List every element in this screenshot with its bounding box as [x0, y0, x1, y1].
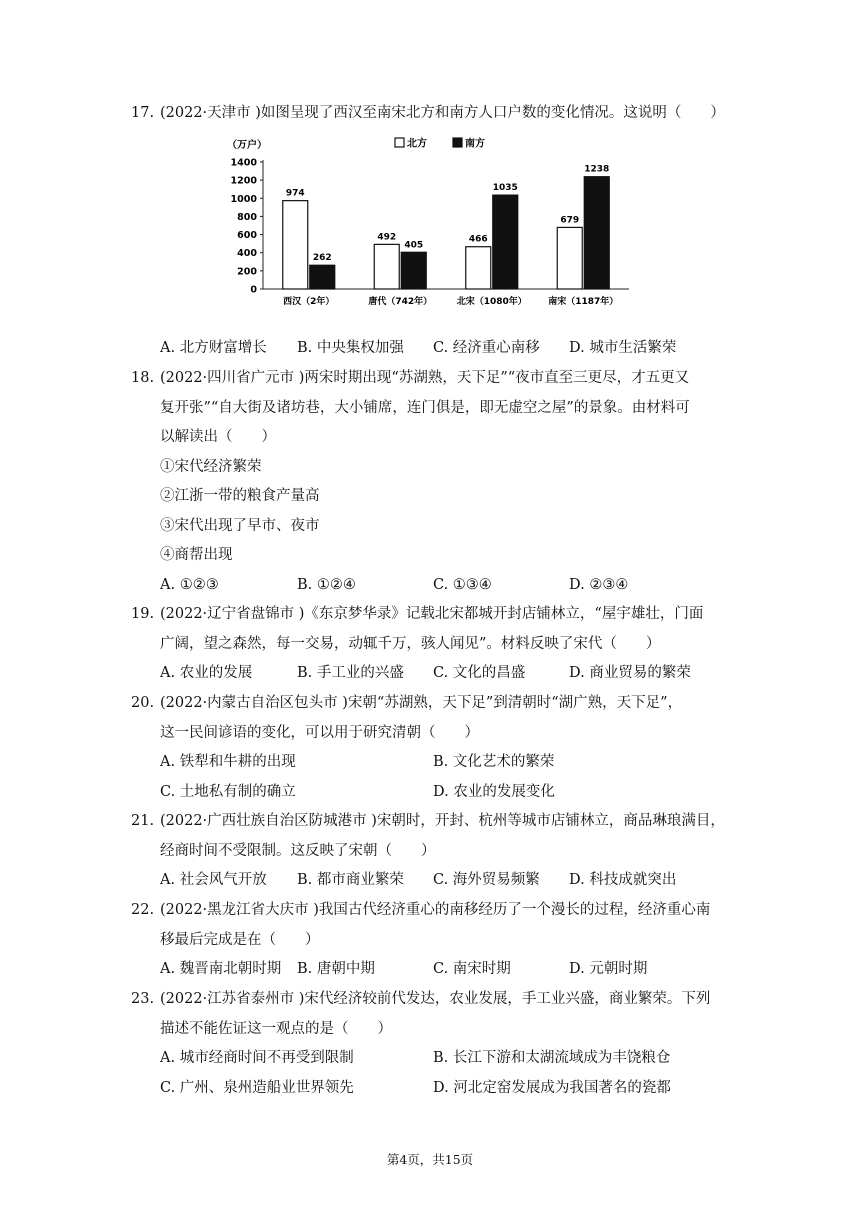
question-stem: (2022·内蒙古自治区包头市 )宋朝“苏湖熟，天下足”到清朝时“湖广熟，天下足”，	[160, 695, 683, 711]
question-stem: (2022·黑龙江省大庆市 )我国古代经济重心的南移经历了一个漫长的过程，经济重心南	[160, 902, 711, 918]
category-label: 北宋（1080年）	[456, 297, 527, 307]
question-17	[131, 99, 731, 129]
option-b[interactable]: B. 长江下游和太湖流域成为丰饶粮仓	[433, 1050, 671, 1066]
question-number: 17.	[131, 105, 155, 121]
option-a[interactable]: A. ①②③	[160, 576, 219, 593]
question-stem: 移最后完成是在（ ）	[160, 931, 320, 948]
category-label: 唐代（742年）	[368, 297, 433, 307]
bar-south	[493, 195, 518, 289]
question-23	[131, 985, 731, 1103]
question-number: 23.	[131, 991, 155, 1007]
bar-south	[401, 252, 426, 289]
data-label: 466	[468, 234, 488, 245]
question-number: 20.	[131, 695, 155, 711]
question-stem: 描述不能佐证这一观点的是（ ）	[160, 1020, 392, 1037]
option-b[interactable]: B. 唐朝中期	[297, 961, 375, 977]
y-tick-label: 600	[237, 230, 257, 242]
option-d[interactable]: D. 商业贸易的繁荣	[569, 665, 691, 681]
option-d[interactable]: D. 河北定窑发展成为我国著名的瓷都	[433, 1079, 671, 1096]
statement-4: ④商帮出现	[160, 547, 233, 563]
option-c[interactable]: C. 广州、泉州造船业世界领先	[160, 1079, 354, 1096]
legend-swatch-north	[395, 138, 404, 147]
category-label: 西汉（2年）	[283, 297, 335, 307]
option-c[interactable]: C. 海外贸易频繁	[433, 872, 540, 888]
question-number: 22.	[131, 902, 155, 918]
bar-north	[466, 247, 491, 289]
option-c[interactable]: C. 南宋时期	[433, 961, 511, 977]
question-stem: 复开张”“自大街及诸坊巷，大小铺席，连门俱是，即无虚空之屋”的景象。由材料可	[160, 399, 690, 416]
option-a[interactable]: A. 魏晋南北朝时期	[160, 961, 282, 977]
option-c[interactable]: C. 经济重心南移	[433, 340, 540, 356]
y-tick-label: 400	[237, 248, 257, 260]
chart-svg	[225, 132, 635, 312]
category-label: 南宋（1187年）	[548, 297, 619, 307]
y-tick-label: 0	[250, 284, 257, 296]
question-number: 18.	[131, 370, 155, 386]
option-a[interactable]: A. 社会风气开放	[160, 872, 267, 888]
option-b[interactable]: B. 文化艺术的繁荣	[433, 754, 555, 770]
option-a[interactable]: A. 铁犁和牛耕的出现	[160, 754, 296, 770]
question-19	[131, 600, 731, 689]
option-d[interactable]: D. 农业的发展变化	[433, 783, 555, 800]
statement-3: ③宋代出现了早市、夜市	[160, 517, 320, 534]
question-21	[131, 807, 731, 896]
y-tick-label: 1200	[230, 175, 257, 187]
option-d[interactable]: D. 科技成就突出	[569, 872, 677, 888]
statement-1: ①宋代经济繁荣	[160, 458, 262, 475]
bar-south	[584, 177, 609, 289]
option-c[interactable]: C. ①③④	[433, 576, 492, 593]
y-axis-label: （万户）	[227, 140, 267, 151]
option-a[interactable]: A. 北方财富增长	[160, 340, 267, 356]
question-stem: (2022·天津市 )如图呈现了西汉至南宋北方和南方人口户数的变化情况。这说明（ ）	[160, 105, 725, 121]
legend-swatch-south	[453, 138, 462, 147]
option-d[interactable]: D. 元朝时期	[569, 961, 648, 977]
data-label: 492	[377, 232, 397, 243]
data-label: 1238	[584, 164, 610, 175]
data-label: 1035	[492, 183, 518, 194]
option-d[interactable]: D. ②③④	[569, 576, 629, 593]
question-stem: 经商时间不受限制。这反映了宋朝（ ）	[160, 842, 436, 859]
data-label: 679	[560, 215, 580, 226]
option-b[interactable]: B. 都市商业繁荣	[297, 872, 404, 888]
option-a[interactable]: A. 城市经商时间不再受到限制	[160, 1050, 354, 1066]
bar-south	[310, 265, 335, 289]
data-label: 262	[312, 253, 332, 264]
question-stem: (2022·广西壮族自治区防城港市 )宋朝时，开封、杭州等城市店铺林立，商品琳琅满目，	[160, 813, 725, 829]
legend-label: 北方	[407, 138, 427, 150]
question-stem: (2022·江苏省泰州市 )宋代经济较前代发达，农业发展，手工业兴盛，商业繁荣。下列	[160, 991, 711, 1007]
data-label: 405	[404, 240, 424, 251]
population-bar-chart	[225, 132, 635, 312]
page-footer: 第4页，共15页	[386, 1152, 474, 1167]
question-stem: 这一民间谚语的变化，可以用于研究清朝（ ）	[160, 724, 479, 741]
statement-2: ②江浙一带的粮食产量高	[160, 488, 320, 504]
question-stem: (2022·四川省广元市 )两宋时期出现“苏湖熟，天下足”“夜市直至三更尽，才五更又	[160, 370, 690, 386]
option-a[interactable]: A. 农业的发展	[160, 665, 253, 681]
question-number: 21.	[131, 813, 155, 829]
bar-north	[557, 227, 582, 289]
y-tick-label: 1000	[230, 193, 257, 205]
option-b[interactable]: B. ①②④	[297, 576, 356, 593]
y-tick-label: 800	[237, 211, 257, 223]
question-18	[131, 364, 731, 600]
option-c[interactable]: C. 文化的昌盛	[433, 665, 526, 681]
option-b[interactable]: B. 中央集权加强	[297, 340, 404, 356]
question-stem: 广阔，望之森然，每一交易，动辄千万，骇人闻见”。材料反映了宋代（ ）	[160, 635, 661, 652]
legend-label: 南方	[465, 138, 485, 150]
question-17-options	[131, 334, 731, 364]
question-20	[131, 689, 731, 807]
data-label: 974	[285, 188, 305, 199]
option-d[interactable]: D. 城市生活繁荣	[569, 340, 677, 356]
bar-north	[374, 244, 399, 289]
y-tick-label: 1400	[230, 157, 257, 169]
bar-north	[283, 201, 308, 289]
question-stem: (2022·辽宁省盘锦市 )《东京梦华录》记载北宋都城开封店铺林立，“屋宇雄壮，门面	[160, 606, 704, 622]
option-b[interactable]: B. 手工业的兴盛	[297, 665, 404, 681]
question-22	[131, 896, 731, 985]
option-c[interactable]: C. 土地私有制的确立	[160, 783, 296, 800]
question-stem: 以解读出（ ）	[160, 429, 276, 445]
question-number: 19.	[131, 606, 155, 622]
y-tick-label: 200	[237, 266, 257, 278]
